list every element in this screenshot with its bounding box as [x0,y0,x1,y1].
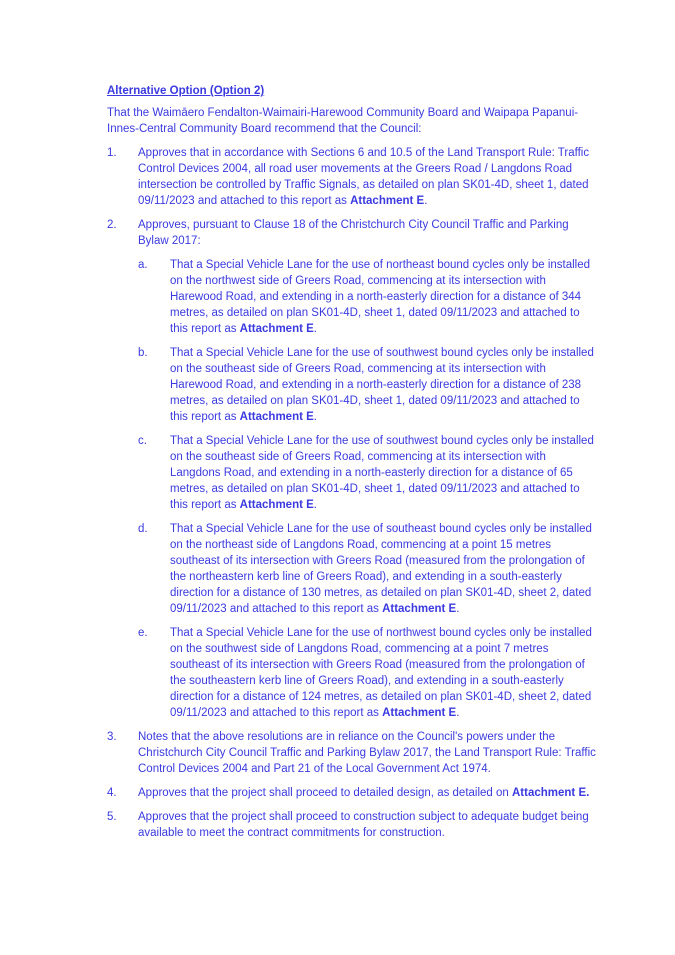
sub-item-e [138,625,597,721]
list-item-2 [107,217,597,721]
item-text: Approves, pursuant to Clause 18 of the Christchurch City Council Traffic and Parking Bylaw 2017: a. That a Special Vehicle Lane for the use of northeast bound cycles only be installed on the northwest side of Greers Road, commencing at its intersection with Harewood Road, and extending in a north-easterly direction for a distance of 344 metres, as detailed on plan SK01-4D, sheet 1, dated 09/11/2023 and attached to this report as Attachment E. b. That a Special Vehicle Lane for the use of southwest bound cycles only be installed on the southeast side of Greers Road, commencing at its intersection with Harewood Road, and extending in a north-easterly direction for a distance of 238 metres, as detailed on plan SK01-4D, sheet 1, dated 09/11/2023 and attached to this report as Attachment E. c. That a Special Vehicle Lane for the use of southwest bound cycles only be installed on the southeast side of Greers Road, commencing at its intersection with Langdons Road, and extending in a north-easterly direction for a distance of 65 metres, as detailed on plan SK01-4D, sheet 1, dated 09/11/2023 and attached to this report as Attachment E. d. That a Special Vehicle Lane for the use of southeast bound cycles only be installed on the northeast side of Langdons Road, commencing at a point 15 metres southeast of its intersection with Greers Road (measured from the prolongation of the northeastern kerb line of Greers Road), and extending in a south-easterly direction for a distance of 130 metres, as detailed on plan SK01-4D, sheet 2, dated 09/11/2023 and attached to this report as Attachment E. e. That a Special Vehicle Lane for the use of northwest bound cycles only be installed on the southwest side of Langdons Road, commencing at a point 7 metres southeast of its intersection with Greers Road (measured from the prolongation of the southeastern kerb line of Greers Road), and extending in a south-easterly direction for a distance of 124 metres, as detailed on plan SK01-4D, sheet 2, dated 09/11/2023 and attached to this report as Attachment E. [138,217,597,721]
item-number: 3. [107,731,117,743]
list-item-3 [107,729,597,777]
section-heading: Alternative Option (Option 2) [107,85,265,97]
list-item-4 [107,785,597,801]
attachment-reference: Attachment E. [512,787,590,799]
item-number: 2. [107,219,117,231]
document-page [107,83,597,849]
sub-item-text: That a Special Vehicle Lane for the use of southeast bound cycles only be installed on the northeast side of Langdons Road, commencing at a point 15 metres southeast of its intersection with Greers Road (measured from the prolongation of the northeastern kerb line of Greers Road), and extending in a south-easterly direction for a distance of 130 metres, as detailed on plan SK01-4D, sheet 2, dated 09/11/2023 and attached to this report as Attachment E. [170,523,592,615]
sub-item-text: That a Special Vehicle Lane for the use of northeast bound cycles only be installed on the northwest side of Greers Road, commencing at its intersection with Harewood Road, and extending in a north-easterly direction for a distance of 344 metres, as detailed on plan SK01-4D, sheet 1, dated 09/11/2023 and attached to this report as Attachment E. [170,259,591,335]
list-item-5 [107,809,597,841]
attachment-reference: Attachment E [382,603,457,615]
item-number: 4. [107,787,117,799]
sub-item-letter: e. [138,627,148,639]
attachment-reference: Attachment E [239,499,314,511]
attachment-reference: Attachment E [239,411,314,423]
sub-item-letter: d. [138,523,148,535]
attachment-reference: Attachment E [350,195,425,207]
item-number: 1. [107,147,117,159]
sub-item-a [138,257,597,337]
attachment-reference: Attachment E [382,707,457,719]
sub-item-d [138,521,597,617]
sub-item-text: That a Special Vehicle Lane for the use of northwest bound cycles only be installed on the southwest side of Langdons Road, commencing at a point 7 metres southeast of its intersection with Greers Road (measured from the prolongation of the southeastern kerb line of Greers Road), and extending in a south-easterly direction for a distance of 124 metres, as detailed on plan SK01-4D, sheet 2, dated 09/11/2023 and attached to this report as Attachment E. [170,627,592,719]
item-text: Notes that the above resolutions are in reliance on the Council's powers under the Christchurch City Council Traffic and Parking Bylaw 2017, the Land Transport Rule: Traffic Control Devices 2004 and Part 21 of the Local Government Act 1974. [138,731,596,775]
attachment-reference: Attachment E [239,323,314,335]
list-item-1 [107,145,597,209]
item-text: Approves that in accordance with Sections 6 and 10.5 of the Land Transport Rule: Traffic Control Devices 2004, all road user movements at the Greers Road / Langdons Road intersection be controlled by Traffic Signals, as detailed on plan SK01-4D, sheet 1, dated 09/11/2023 and attached to this report as Attachment E. [138,147,590,207]
sub-item-text: That a Special Vehicle Lane for the use of southwest bound cycles only be installed on the southeast side of Greers Road, commencing at its intersection with Harewood Road, and extending in a north-easterly direction for a distance of 238 metres, as detailed on plan SK01-4D, sheet 1, dated 09/11/2023 and attached to this report as Attachment E. [170,347,594,423]
intro-paragraph: That the Waimāero Fendalton-Waimairi-Harewood Community Board and Waipapa Papanui-Innes-Central Community Board recommend that the Council: [107,107,579,135]
sub-item-text: That a Special Vehicle Lane for the use of southwest bound cycles only be installed on the southeast side of Greers Road, commencing at its intersection with Langdons Road, and extending in a north-easterly direction for a distance of 65 metres, as detailed on plan SK01-4D, sheet 1, dated 09/11/2023 and attached to this report as Attachment E. [170,435,594,511]
sub-item-letter: a. [138,259,148,271]
item-number: 5. [107,811,117,823]
sub-item-letter: c. [138,435,147,447]
sub-item-letter: b. [138,347,148,359]
sub-item-c [138,433,597,513]
item-text: Approves that the project shall proceed to construction subject to adequate budget being available to meet the contract commitments for construction. [138,811,589,839]
item-text: Approves that the project shall proceed to detailed design, as detailed on Attachment E. [138,787,590,799]
sub-item-b [138,345,597,425]
